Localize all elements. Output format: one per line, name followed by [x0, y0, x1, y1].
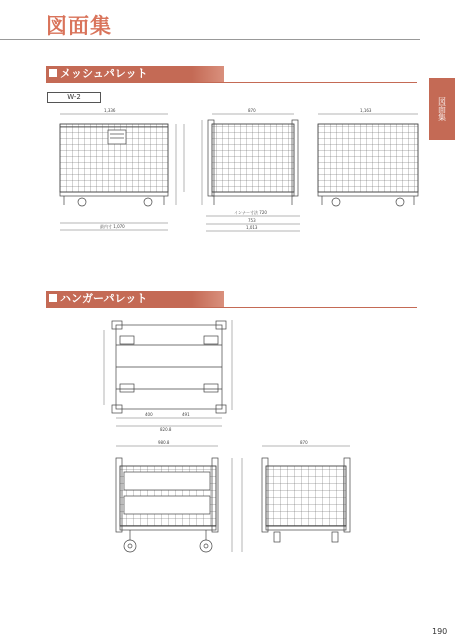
dim-side-width: 870: [300, 440, 308, 445]
dim-side-overall: 870: [248, 108, 256, 113]
dim-plan-mid-left: 400: [145, 412, 153, 417]
dim-front-base: 最内寸 1,070: [100, 224, 125, 229]
section-title-hanger: ハンガーパレット: [60, 292, 148, 305]
section-title-mesh: メッシュパレット: [60, 67, 148, 80]
hanger-front-view: [116, 446, 242, 552]
hanger-plan-view: [104, 320, 232, 426]
mesh-rear-view: [318, 114, 418, 206]
dim-side-base: 1,013: [246, 225, 258, 230]
dim-side-mid: 753: [248, 218, 256, 223]
dim-rear-overall: 1,163: [360, 108, 372, 113]
dim-side-inner: インナー寸法 720: [234, 210, 267, 215]
dim-plan-mid-right: 491: [182, 412, 190, 417]
mesh-front-view: [60, 114, 184, 230]
dim-front-width: 980.8: [158, 440, 170, 445]
page-number: 190: [432, 627, 448, 636]
dim-plan-width: 820.8: [160, 427, 172, 432]
dim-front-overall: 1,336: [104, 108, 116, 113]
page-title: 図面集: [46, 14, 112, 38]
side-index-tab[interactable]: 図面集: [429, 78, 455, 140]
hanger-side-view: [262, 446, 350, 542]
model-label: W-2: [47, 92, 101, 103]
